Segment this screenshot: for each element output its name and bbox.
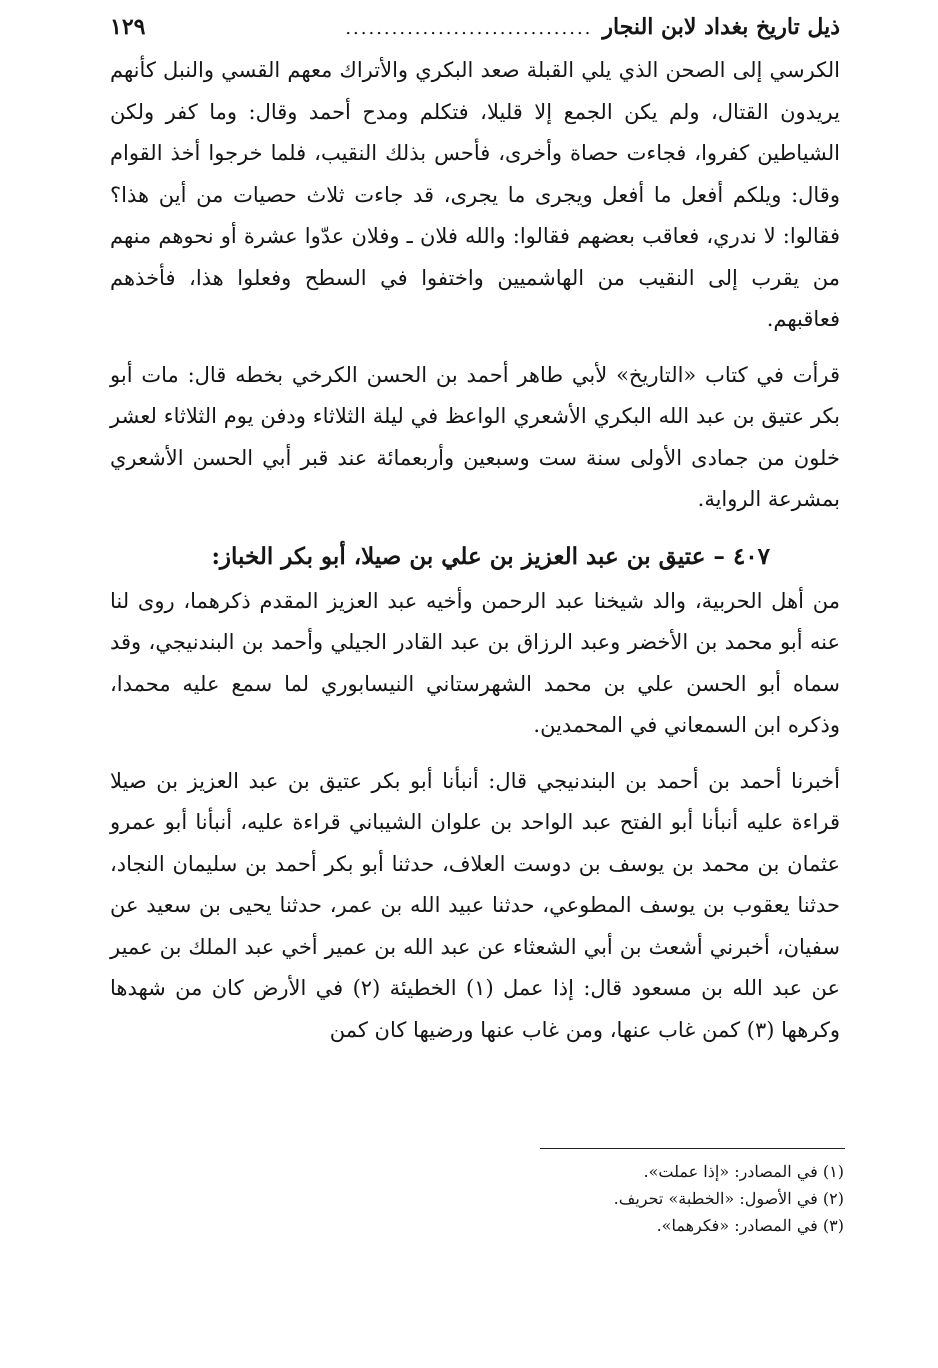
page-number: ١٢٩ [110, 14, 146, 40]
paragraph-continuation: الكرسي إلى الصحن الذي يلي القبلة صعد البكري والأتراك معهم القسي والنبل كأنهم يريدون القتال، ولم يكن الجمع إلا قليلا، فتكلم ومدح أحمد وقال: وما كفر ولكن الشياطين كفروا، فجاءت حصاة وأخرى، فأحس بذلك النقيب، فلما خرجوا أخذ القوام وقال: ويلكم أفعل ما أفعل ويجرى ما يجرى، قد جاءت ثلاث حصيات من أين هذا؟ فقالوا: لا ندري، فعاقب بعضهم فقالوا: والله فلان ـ وفلان عدّوا عشرة أو نحوهم منهم من يقرب إلى النقيب من الهاشميين واختفوا في السطح وفعلوا هذا، فأخذهم فعاقبهم. [110, 58, 840, 331]
footnotes [444, 1158, 844, 1239]
book-title: ذيل تاريخ بغداد لابن النجار [602, 14, 840, 40]
footnote-divider [540, 1148, 845, 1149]
entry-heading: ٤٠٧ – عتيق بن عبد العزيز بن علي بن صيلا، أبو بكر الخباز: [211, 542, 770, 570]
footnote-2: (٢) في الأصول: «الخطبة» تحريف. [613, 1189, 844, 1208]
footnote-1: (١) في المصادر: «إذا عملت». [643, 1162, 844, 1181]
running-header [110, 12, 840, 50]
footnote-3: (٣) في المصادر: «فكرهما». [656, 1216, 844, 1235]
paragraph-death-report: قرأت في كتاب «التاريخ» لأبي طاهر أحمد بن الحسن الكرخي بخطه قال: مات أبو بكر عتيق بن عبد الله البكري الأشعري الواعظ في ليلة الثلاثاء ودفن يوم الثلاثاء لعشر خلون من جمادى الأولى سنة ست وسبعين وأربعمائة عند قبر أبي الحسن الأشعري بمشرعة الرواية. [110, 362, 840, 511]
header-leader-dots: ................................ [345, 18, 593, 39]
entry-paragraph-hadith: أخبرنا أحمد بن أحمد بن البندنيجي قال: أنبأنا أبو بكر عتيق بن عبد العزيز بن صيلا قراءة عليه أنبأنا أبو الفتح عبد الواحد بن علوان الشيباني قراءة عليه، أنبأنا أبو عمرو عثمان بن محمد بن يوسف بن دوست العلاف، حدثنا أبو بكر أحمد بن سليمان النجاد، حدثنا يعقوب بن يوسف المطوعي، حدثنا عبيد الله بن عمر، حدثنا يحيى بن سعيد عن سفيان، أخبرني أشعث بن أبي الشعثاء عن عبد الله بن عمير أخي عبد الملك بن عمير عن عبد الله بن مسعود قال: إذا عمل (١) الخطيئة (٢) في الأرض كان من شهدها وكرهها (٣) كمن غاب عنها، ومن غاب عنها ورضيها كان كمن [110, 768, 840, 1042]
book-page [110, 12, 840, 1051]
entry-paragraph-biography: من أهل الحربية، والد شيخنا عبد الرحمن وأخيه عبد العزيز المقدم ذكرهما، روى لنا عنه أبو محمد بن الأخضر وعبد الرزاق بن عبد القادر الجيلي وأحمد بن البندنيجي، وقد سماه أبو الحسن علي بن محمد الشهرستاني النيسابوري لما سمع عليه محمدا، وذكره ابن السمعاني في المحمدين. [110, 588, 840, 737]
